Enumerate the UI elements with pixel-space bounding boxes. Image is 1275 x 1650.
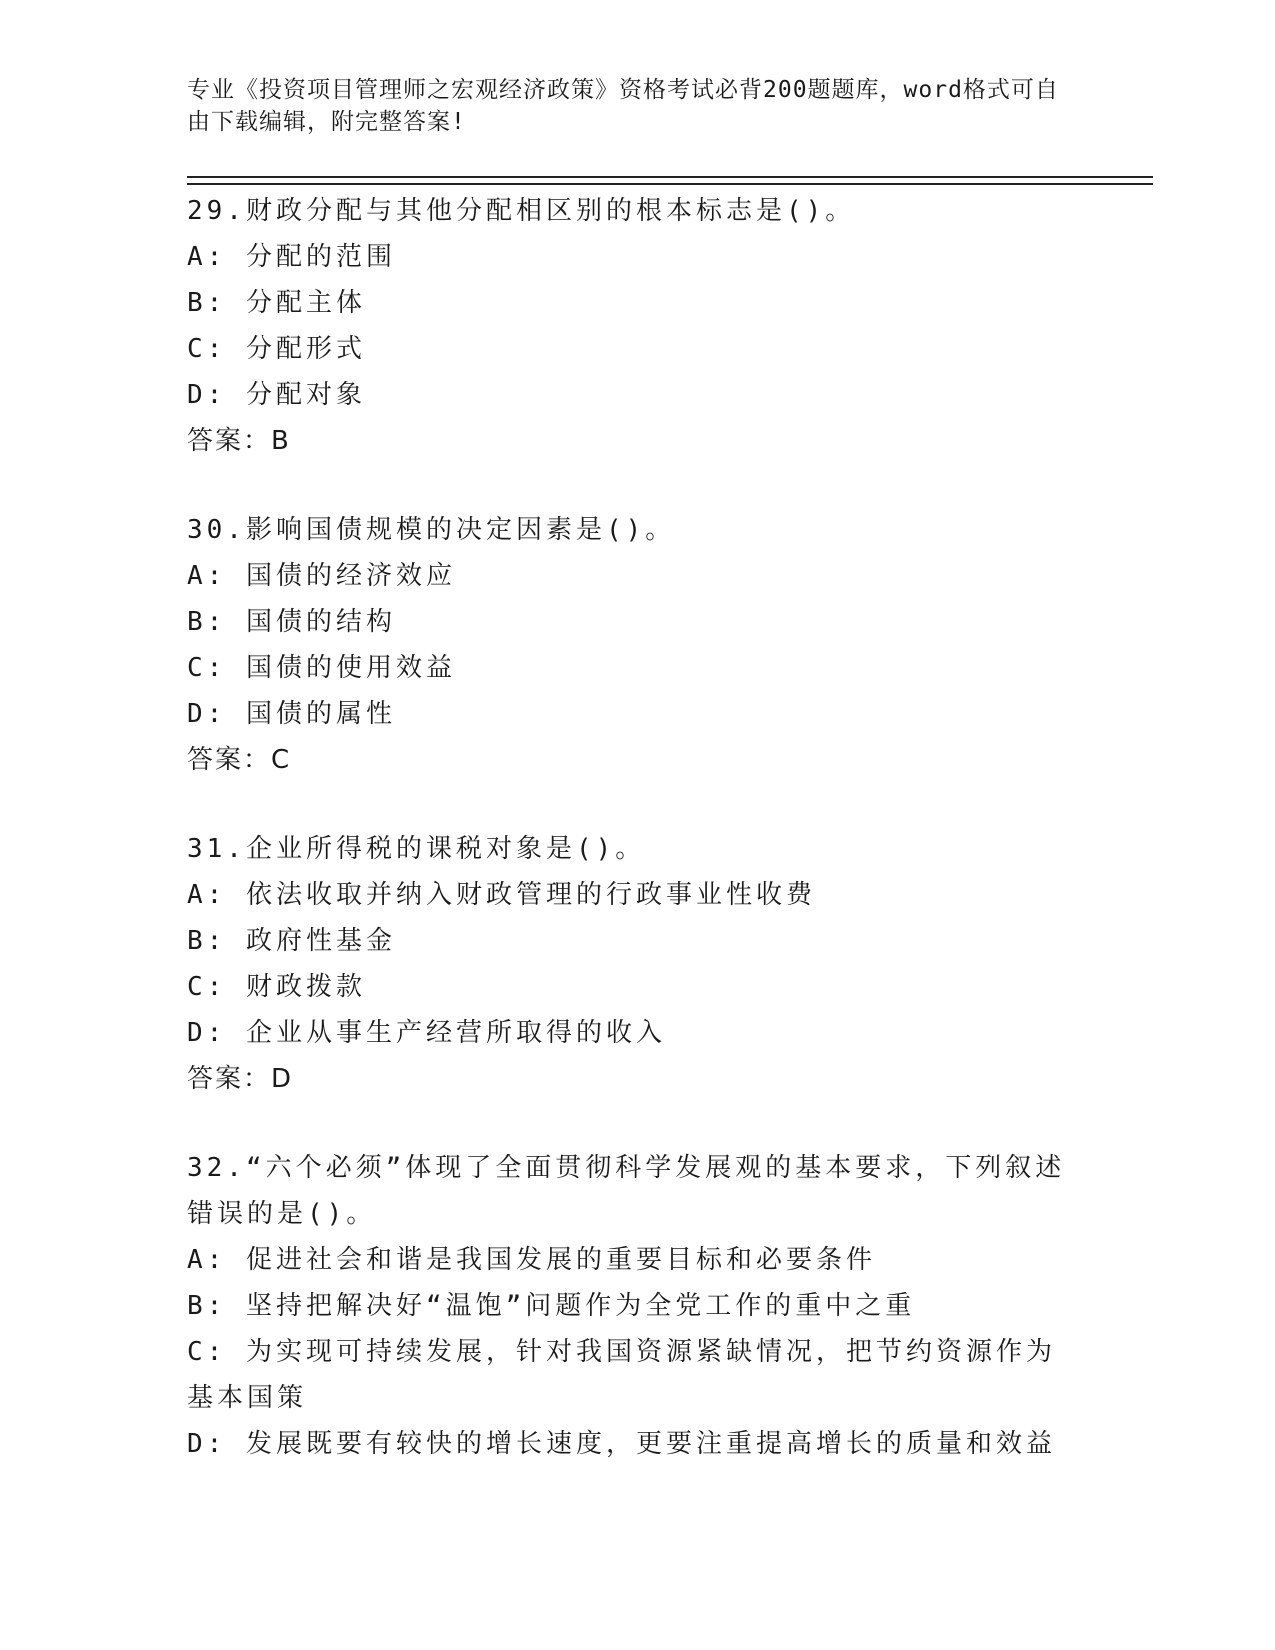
- option-a: A: 国债的经济效应: [187, 561, 456, 591]
- option-b: B: 政府性基金: [187, 926, 396, 956]
- option-d: D: 发展既要有较快的增长速度，更要注重提高增长的质量和效益: [187, 1429, 1056, 1459]
- question-stem: 29.财政分配与其他分配相区别的根本标志是()。: [187, 196, 856, 226]
- question-stem: 30.影响国债规模的决定因素是()。: [187, 515, 676, 545]
- option-a: A: 促进社会和谐是我国发展的重要目标和必要条件: [187, 1245, 876, 1275]
- question-29: [187, 188, 1087, 464]
- option-d: D: 国债的属性: [187, 699, 396, 729]
- option-b: B: 坚持把解决好“温饱”问题作为全党工作的重中之重: [187, 1291, 916, 1321]
- document-header: 专业《投资项目管理师之宏观经济政策》资格考试必背200题题库，word格式可自由下载编辑，附完整答案!: [187, 77, 1059, 135]
- answer-label: 答案：D: [187, 1064, 294, 1094]
- answer-label: 答案：B: [187, 426, 291, 456]
- option-a: A: 依法收取并纳入财政管理的行政事业性收费: [187, 880, 816, 910]
- answer-label: 答案：C: [187, 745, 292, 775]
- question-list: [187, 188, 1087, 1510]
- option-c: C: 财政拨款: [187, 972, 366, 1002]
- question-stem: 32.“六个必须”体现了全面贯彻科学发展观的基本要求，下列叙述错误的是()。: [187, 1153, 1066, 1229]
- question-32: [187, 1145, 1087, 1467]
- option-a: A: 分配的范围: [187, 242, 396, 272]
- option-b: B: 分配主体: [187, 288, 366, 318]
- option-d: D: 分配对象: [187, 380, 366, 410]
- question-31: [187, 826, 1087, 1102]
- option-d: D: 企业从事生产经营所取得的收入: [187, 1018, 666, 1048]
- option-c: C: 分配形式: [187, 334, 366, 364]
- question-30: [187, 507, 1087, 783]
- option-b: B: 国债的结构: [187, 607, 396, 637]
- header-divider-bottom: [187, 183, 1153, 185]
- option-c: C: 为实现可持续发展，针对我国资源紧缺情况，把节约资源作为基本国策: [187, 1337, 1056, 1413]
- question-stem: 31.企业所得税的课税对象是()。: [187, 834, 646, 864]
- option-c: C: 国债的使用效益: [187, 653, 456, 683]
- header-divider-top: [187, 176, 1153, 178]
